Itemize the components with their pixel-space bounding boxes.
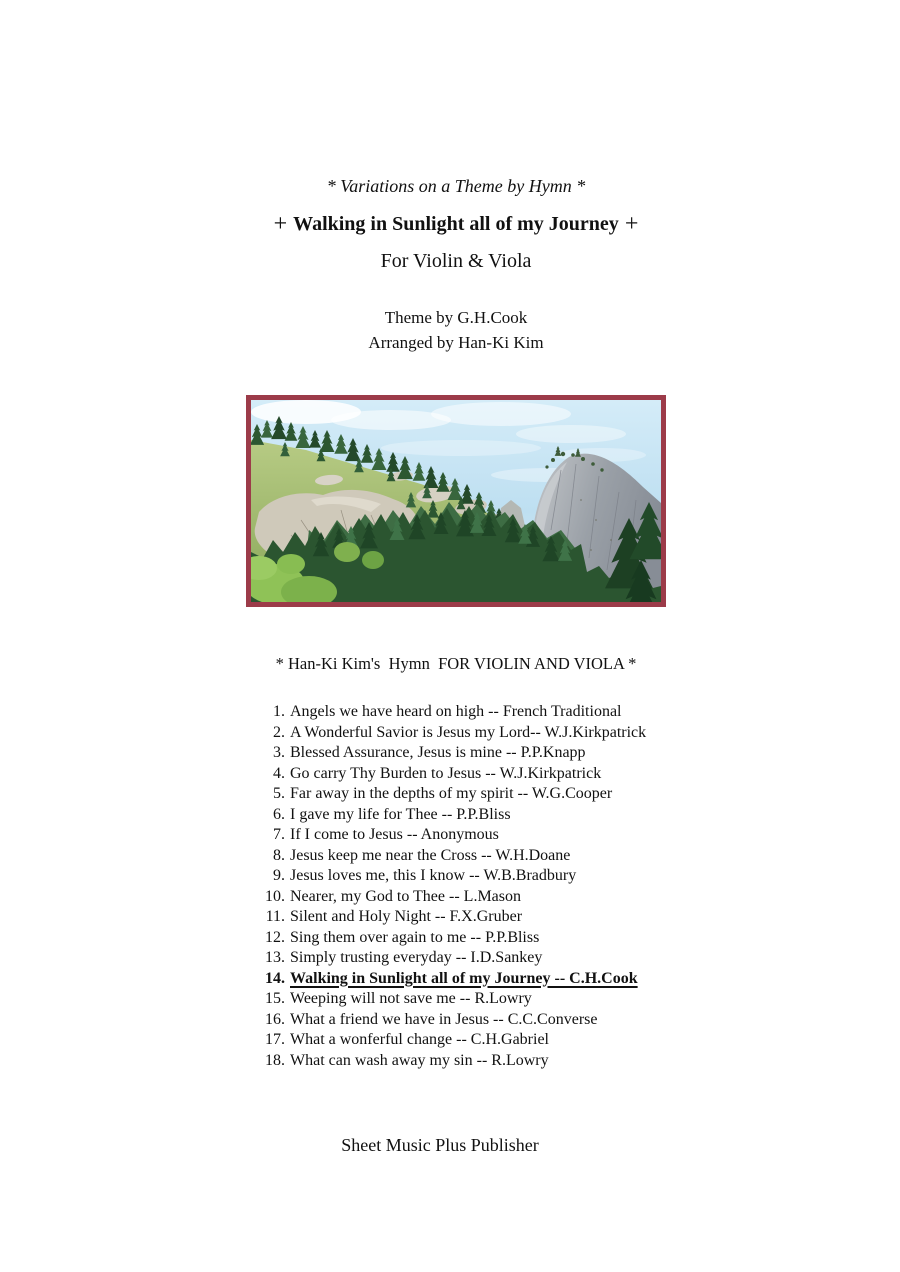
list-item: [255, 948, 900, 969]
list-item-number: 13.: [265, 949, 285, 966]
list-item-number: 17.: [265, 1031, 285, 1048]
list-item: [255, 969, 900, 990]
hymn-list: [255, 702, 900, 1071]
list-item: [255, 723, 900, 744]
list-item-text: Blessed Assurance, Jesus is mine -- P.P.Knapp: [290, 744, 586, 761]
instrumentation: For Violin & Viola: [380, 250, 532, 272]
main-title-text: Walking in Sunlight all of my Journey: [293, 213, 619, 235]
hymn-list-heading: * Han-Ki Kim's Hymn FOR VIOLIN AND VIOLA *: [275, 654, 637, 673]
list-item: [255, 907, 900, 928]
list-item: [255, 784, 900, 805]
list-item-number: 5.: [273, 785, 285, 802]
list-item-number: 15.: [265, 990, 285, 1007]
list-item-text: Go carry Thy Burden to Jesus -- W.J.Kirkpatrick: [290, 764, 602, 782]
list-item-number: 14.: [265, 969, 285, 987]
list-item-number: 1.: [273, 703, 285, 720]
list-item-text: Far away in the depths of my spirit -- W.G.Cooper: [290, 785, 613, 802]
plus-ornament-right: +: [624, 211, 639, 237]
list-item-number: 4.: [273, 764, 285, 782]
list-item-number: 8.: [273, 846, 285, 864]
theme-credit: Theme by G.H.Cook: [384, 308, 528, 327]
list-item-text: A Wonderful Savior is Jesus my Lord-- W.J.Kirkpatrick: [290, 723, 647, 741]
list-item-number: 3.: [273, 744, 285, 761]
list-item-text: What a wonferful change -- C.H.Gabriel: [290, 1031, 549, 1048]
list-item-number: 7.: [273, 826, 285, 843]
arranger-credit: Arranged by Han-Ki Kim: [368, 333, 544, 352]
mountain-landscape-photo: [251, 400, 661, 602]
list-item: [255, 866, 900, 887]
list-item-text: If I come to Jesus -- Anonymous: [290, 826, 499, 843]
list-item-number: 11.: [265, 908, 285, 925]
list-item: [255, 989, 900, 1010]
list-item-text: Walking in Sunlight all of my Journey -- C.H.Cook: [290, 969, 638, 987]
list-item-text: What can wash away my sin -- R.Lowry: [290, 1051, 549, 1069]
list-item-text: Sing them over again to me -- P.P.Bliss: [290, 928, 540, 946]
list-item: [255, 887, 900, 908]
list-item: [255, 764, 900, 785]
list-item-number: 9.: [273, 867, 285, 884]
page-content: [6, 0, 900, 1071]
list-item-text: Nearer, my God to Thee -- L.Mason: [290, 887, 521, 905]
list-item-text: Weeping will not save me -- R.Lowry: [290, 990, 532, 1007]
list-item-text: What a friend we have in Jesus -- C.C.Converse: [290, 1010, 598, 1028]
list-item: [255, 1010, 900, 1031]
main-title: [6, 211, 900, 238]
list-item: [255, 702, 900, 723]
cover-photo-frame: [246, 395, 666, 607]
series-title: * Variations on a Theme by Hymn *: [326, 176, 586, 196]
list-item: [255, 1051, 900, 1072]
list-item-text: Jesus keep me near the Cross -- W.H.Doane: [290, 846, 571, 864]
credits: [6, 305, 900, 355]
list-item-number: 10.: [265, 887, 285, 905]
list-item-number: 12.: [265, 928, 285, 946]
list-item: [255, 846, 900, 867]
list-item-text: I gave my life for Thee -- P.P.Bliss: [290, 805, 511, 823]
list-item: [255, 743, 900, 764]
list-item-number: 2.: [273, 723, 285, 741]
list-item-number: 6.: [273, 805, 285, 823]
list-item-text: Silent and Holy Night -- F.X.Gruber: [290, 908, 523, 925]
list-item: [255, 805, 900, 826]
publisher-line: Sheet Music Plus Publisher: [341, 1135, 539, 1155]
list-item: [255, 1030, 900, 1051]
list-item: [255, 928, 900, 949]
list-item-text: Angels we have heard on high -- French Traditional: [290, 703, 622, 720]
list-item: [255, 825, 900, 846]
plus-ornament-left: +: [273, 211, 288, 237]
list-item-number: 18.: [265, 1051, 285, 1069]
list-item-number: 16.: [265, 1010, 285, 1028]
list-item-text: Jesus loves me, this I know -- W.B.Bradbury: [290, 867, 577, 884]
list-item-text: Simply trusting everyday -- I.D.Sankey: [290, 949, 543, 966]
